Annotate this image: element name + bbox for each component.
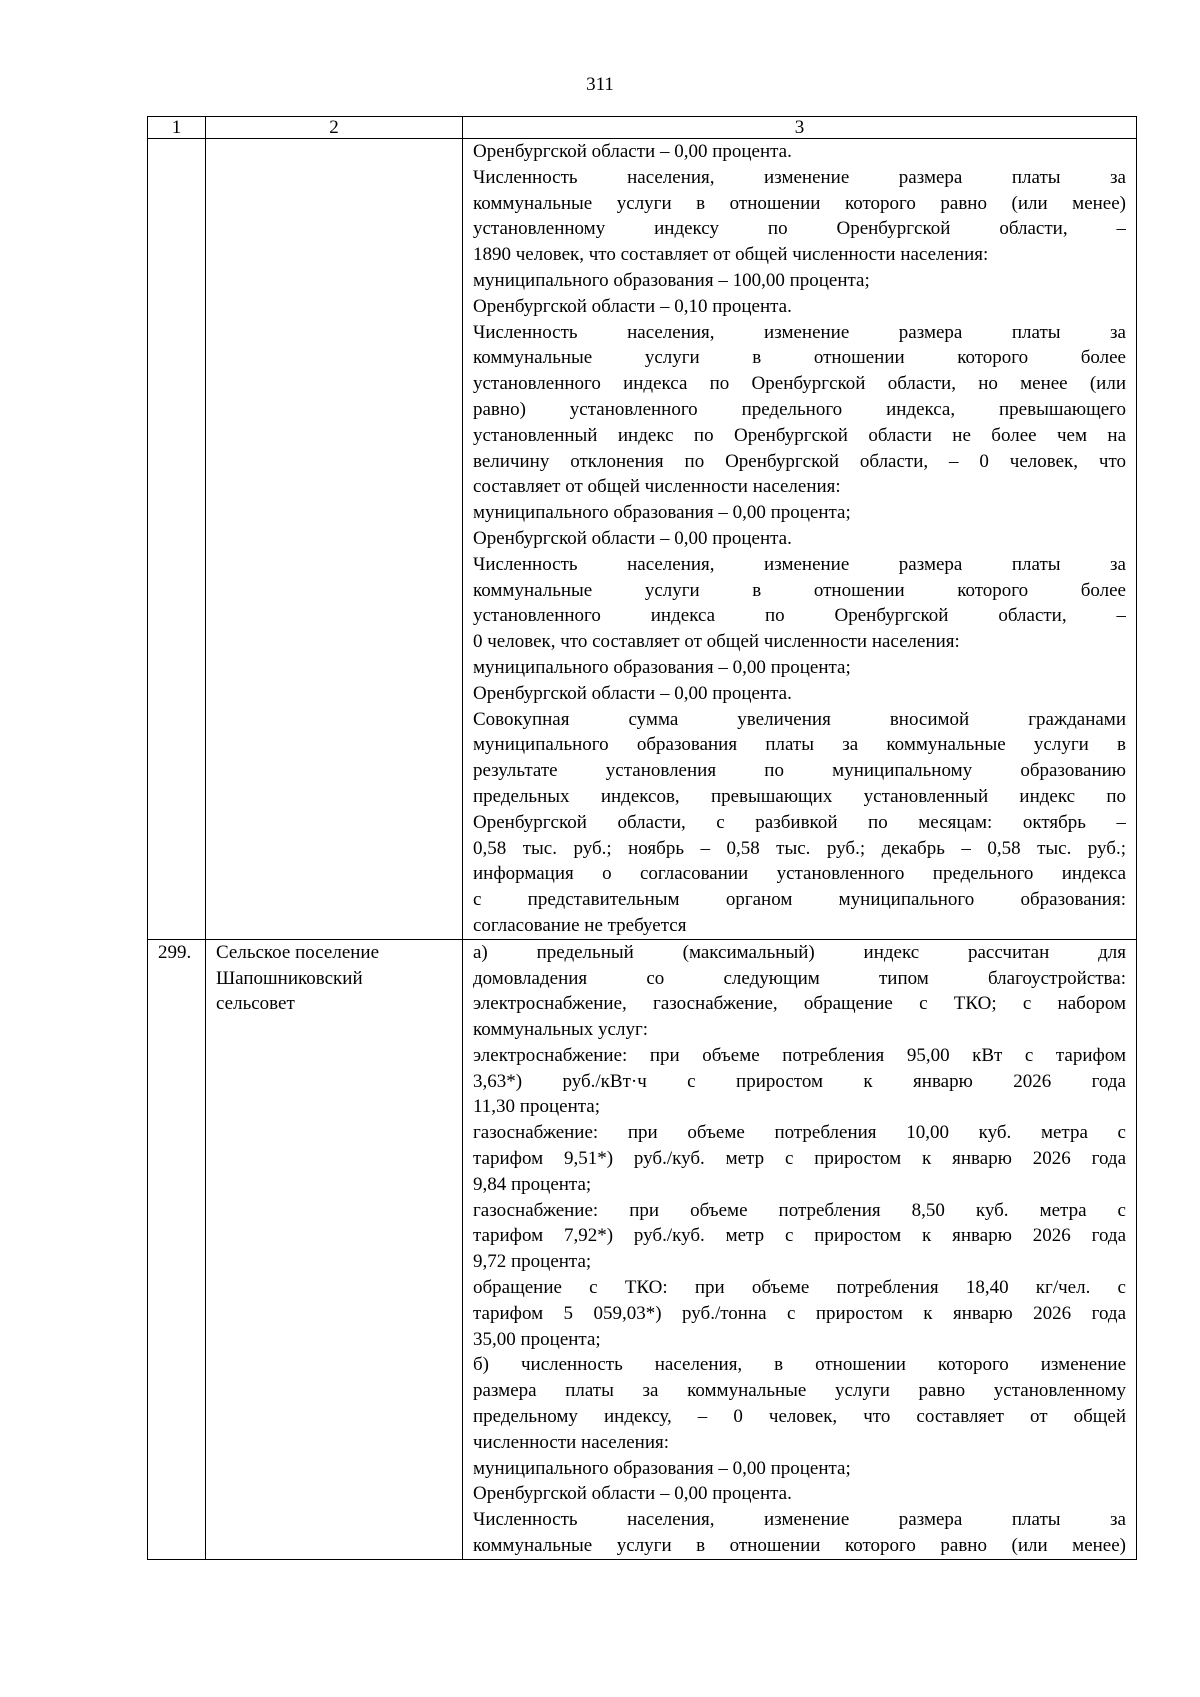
text-line: Оренбургской области – 0,00 процента. (473, 1483, 792, 1505)
text-line: равно) установленного предельного индекса, превышающего (473, 398, 1126, 420)
row-number: 299. (158, 941, 192, 963)
text-line: коммунальных услуг: (473, 1019, 649, 1041)
text-line: предельному индексу, – 0 человек, что составляет от общей (473, 1406, 1126, 1428)
text-line: тарифом 5 059,03*) руб./тонна с приростом к январю 2026 года (473, 1302, 1126, 1324)
text-line: Совокупная сумма увеличения вносимой гражданами (473, 708, 1126, 730)
text-line: размера платы за коммунальные услуги равно установленному (473, 1380, 1126, 1402)
text-line: с представительным органом муниципального образования: (473, 889, 1126, 911)
text-line: 0,58 тыс. руб.; ноябрь – 0,58 тыс. руб.; декабрь – 0,58 тыс. руб.; (473, 837, 1126, 859)
text-line: установленный индекс по Оренбургской области не более чем на (473, 424, 1126, 446)
text-line: коммунальные услуги в отношении которого более (473, 579, 1126, 601)
text-line: Численность населения, изменение размера платы за (473, 321, 1126, 343)
text-line: численности населения: (473, 1431, 670, 1453)
text-line: 9,72 процента; (473, 1251, 592, 1273)
text-line: электроснабжение: при объеме потребления 95,00 кВт с тарифом (473, 1044, 1126, 1066)
text-line: а) предельный (максимальный) индекс рассчитан для (473, 941, 1126, 963)
text-line: результате установления по муниципальному образованию (473, 760, 1126, 782)
text-line: домовладения со следующим типом благоустройства: (473, 967, 1126, 989)
column-header-1: 1 (148, 117, 206, 139)
text-line: 0 человек, что составляет от общей численности населения: (473, 631, 960, 653)
text-line: Оренбургской области – 0,10 процента. (473, 295, 792, 317)
indicator-text-cell (463, 139, 1137, 940)
text-line: Оренбургской области, с разбивкой по месяцам: октябрь – (473, 811, 1126, 833)
text-line: информация о согласовании установленного предельного индекса (473, 863, 1126, 885)
municipality-name-line: сельсовет (216, 993, 295, 1015)
text-line: муниципального образования – 0,00 процента; (473, 656, 851, 678)
text-line: установленного индекса по Оренбургской области, – (473, 605, 1126, 627)
table-row (148, 139, 1137, 940)
municipality-name-cell (206, 939, 463, 1559)
text-line: тарифом 7,92*) руб./куб. метр с приростом к январю 2026 года (473, 1225, 1126, 1247)
row-number-cell (148, 939, 206, 1559)
text-line: Оренбургской области – 0,00 процента. (473, 527, 792, 549)
text-line: 1890 человек, что составляет от общей численности населения: (473, 244, 989, 266)
text-line: коммунальные услуги в отношении которого равно (или менее) (473, 192, 1126, 214)
text-line: установленному индексу по Оренбургской области, – (473, 218, 1126, 240)
municipality-name-line: Сельское поселение (216, 941, 380, 963)
text-line: согласование не требуется (473, 914, 687, 936)
text-line: составляет от общей численности населения: (473, 476, 841, 498)
column-header-2: 2 (206, 117, 463, 139)
text-line: 3,63*) руб./кВт·ч с приростом к январю 2026 года (473, 1070, 1126, 1092)
column-header-3: 3 (463, 117, 1137, 139)
indicator-text-cell (463, 939, 1137, 1559)
page-number: 311 (586, 74, 614, 95)
text-line: муниципального образования – 0,00 процента; (473, 1457, 851, 1479)
row-number-cell (148, 139, 206, 940)
text-line: б) численность населения, в отношении которого изменение (473, 1354, 1126, 1376)
text-line: тарифом 9,51*) руб./куб. метр с приростом к январю 2026 года (473, 1148, 1126, 1170)
text-line: установленного индекса по Оренбургской области, но менее (или (473, 373, 1126, 395)
text-line: величину отклонения по Оренбургской области, – 0 человек, что (473, 450, 1126, 472)
text-line: Оренбургской области – 0,00 процента. (473, 682, 792, 704)
text-line: газоснабжение: при объеме потребления 8,50 куб. метра с (473, 1199, 1126, 1221)
text-line: Численность населения, изменение размера платы за (473, 553, 1126, 575)
text-line: Численность населения, изменение размера платы за (473, 1509, 1126, 1531)
text-line: Численность населения, изменение размера платы за (473, 166, 1126, 188)
text-line: газоснабжение: при объеме потребления 10,00 куб. метра с (473, 1122, 1126, 1144)
text-line: предельных индексов, превышающих установленный индекс по (473, 785, 1126, 807)
text-line: муниципального образования – 100,00 процента; (473, 269, 870, 291)
text-line: электроснабжение, газоснабжение, обращение с ТКО; с набором (473, 993, 1126, 1015)
text-line: муниципального образования платы за коммунальные услуги в (473, 734, 1126, 756)
text-line: 9,84 процента; (473, 1173, 592, 1195)
table-row (148, 939, 1137, 1559)
table-header-row (148, 117, 1137, 139)
text-line: 11,30 процента; (473, 1096, 600, 1118)
text-line: коммунальные услуги в отношении которого равно (или менее) (473, 1535, 1126, 1557)
text-line: 35,00 процента; (473, 1328, 601, 1350)
municipality-name-line: Шапошниковский (216, 967, 363, 989)
text-line: обращение с ТКО: при объеме потребления 18,40 кг/чел. с (473, 1277, 1126, 1299)
municipality-name-cell (206, 139, 463, 940)
text-line: Оренбургской области – 0,00 процента. (473, 141, 792, 162)
text-line: муниципального образования – 0,00 процента; (473, 502, 851, 524)
text-line: коммунальные услуги в отношении которого более (473, 347, 1126, 369)
tariff-table (147, 116, 1137, 1560)
